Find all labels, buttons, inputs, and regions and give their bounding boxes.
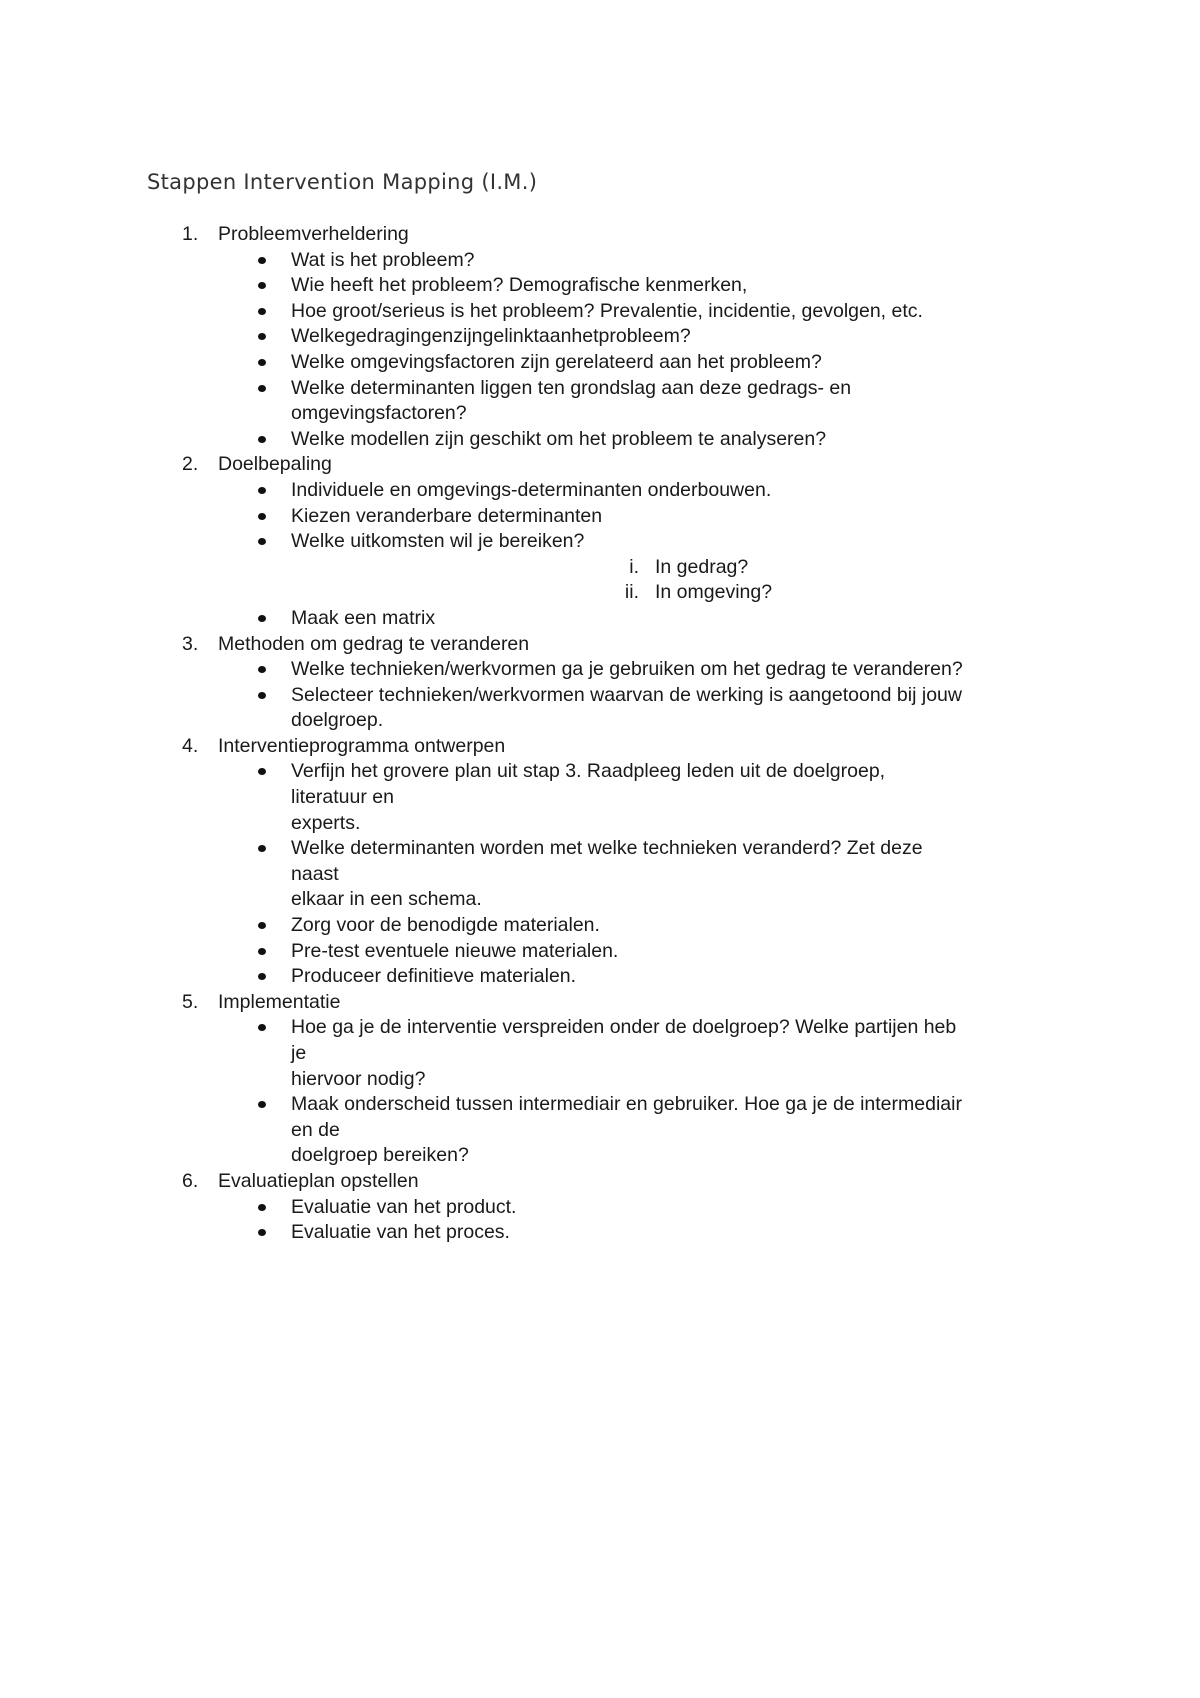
bullet-item [0, 913, 1200, 939]
step-number: 1. [182, 223, 199, 245]
bullet-item [0, 1015, 1200, 1092]
bullet-item [0, 350, 1200, 376]
bullet-item [0, 1195, 1200, 1221]
bullet-item [0, 939, 1200, 965]
step-number: 6. [182, 1169, 199, 1192]
bullet-text: Wat is het probleem? [291, 248, 475, 271]
step-label: Doelbepaling [218, 453, 332, 476]
bullet-text: Hoe groot/serieus is het probleem? Prevalentie, incidentie, gevolgen, etc. [291, 299, 923, 322]
step-heading [0, 990, 1200, 1016]
bullet-text: Welke omgevingsfactoren zijn gerelateerd aan het probleem? [291, 350, 822, 373]
step-number: 3. [182, 632, 199, 655]
bullet-list [0, 759, 1200, 989]
step-number: 4. [182, 734, 199, 757]
bullet-text: Individuele en omgevings-determinanten onderbouwen. [291, 478, 772, 501]
step-number: 5. [182, 990, 199, 1013]
bullet-icon [258, 692, 266, 699]
bullet-text: Produceer definitieve materialen. [291, 965, 577, 988]
bullet-icon [258, 1024, 266, 1031]
bullet-text: Pre-test eventuele nieuwe materialen. [291, 939, 619, 962]
step-item [0, 452, 1200, 631]
bullet-list [0, 1195, 1200, 1246]
bullet-icon [258, 282, 266, 289]
bullet-text: Maak onderscheid tussen intermediair en gebruiker. Hoe ga je de intermediair [291, 1093, 962, 1116]
bullet-text: doelgroep. [291, 709, 384, 732]
bullet-text: Kiezen veranderbare determinanten [291, 504, 603, 527]
bullet-item [0, 376, 1200, 427]
bullet-text: Welkegedragingenzijngelinktaanhetprobleem? [291, 325, 691, 348]
sub-item-text: In omgeving? [655, 581, 773, 604]
step-label: Evaluatieplan opstellen [218, 1169, 419, 1192]
bullet-icon [258, 359, 266, 366]
bullet-text: Welke technieken/werkvormen ga je gebruiken om het gedrag te veranderen? [291, 658, 963, 681]
bullet-list [0, 478, 1200, 632]
step-heading [0, 632, 1200, 658]
step-heading [0, 452, 1200, 478]
bullet-list [0, 1015, 1200, 1169]
step-heading [0, 222, 1200, 248]
bullet-text: Maak een matrix [291, 606, 436, 629]
bullet-item [0, 504, 1200, 530]
bullet-icon [258, 308, 266, 315]
bullet-item [0, 299, 1200, 325]
bullet-text: Selecteer technieken/werkvormen waarvan de werking is aangetoond bij jouw [291, 683, 962, 706]
bullet-icon [258, 666, 266, 673]
bullet-icon [258, 1101, 266, 1108]
bullet-text: hiervoor nodig? [291, 1067, 426, 1090]
bullet-list [0, 248, 1200, 453]
bullet-icon [258, 948, 266, 955]
step-item [0, 990, 1200, 1169]
step-item [0, 632, 1200, 734]
bullet-icon [258, 257, 266, 264]
steps-list [0, 222, 1200, 1246]
bullet-text: Evaluatie van het proces. [291, 1221, 510, 1244]
bullet-icon [258, 436, 266, 443]
bullet-icon [258, 513, 266, 520]
bullet-text: doelgroep bereiken? [291, 1144, 469, 1167]
bullet-text: Welke uitkomsten wil je bereiken? [291, 530, 585, 553]
bullet-text: Welke determinanten worden met welke technieken veranderd? Zet deze [291, 837, 923, 860]
step-label: Implementatie [218, 990, 341, 1013]
bullet-icon [258, 768, 266, 775]
step-item [0, 1169, 1200, 1246]
sub-list [291, 555, 1200, 606]
bullet-icon [258, 1204, 266, 1211]
step-item [0, 222, 1200, 452]
step-label: Probleemverheldering [218, 223, 409, 245]
bullet-item [0, 759, 1200, 836]
bullet-icon [258, 845, 266, 852]
bullet-text: Evaluatie van het product. [291, 1195, 517, 1218]
bullet-item [0, 529, 1200, 606]
sub-item [291, 555, 1200, 581]
bullet-item [0, 606, 1200, 632]
step-label: Interventieprogramma ontwerpen [218, 734, 506, 757]
step-label: Methoden om gedrag te veranderen [218, 632, 530, 655]
bullet-text: en de [291, 1118, 340, 1141]
bullet-text: omgevingsfactoren? [291, 402, 467, 425]
step-heading [0, 734, 1200, 760]
bullet-icon [258, 487, 266, 494]
bullet-text: elkaar in een schema. [291, 888, 482, 911]
bullet-text: je [291, 1042, 307, 1064]
bullet-icon [258, 538, 266, 545]
document-title: Stappen Intervention Mapping (I.M.) [147, 170, 538, 194]
bullet-item [0, 324, 1200, 350]
bullet-icon [258, 385, 266, 392]
bullet-list [0, 657, 1200, 734]
bullet-icon [258, 1229, 266, 1236]
roman-numeral: ii. [624, 581, 639, 604]
bullet-icon [258, 973, 266, 980]
bullet-text: literatuur en [291, 786, 394, 809]
bullet-text: Verfijn het grovere plan uit stap 3. Raadpleeg leden uit de doelgroep, [291, 760, 886, 783]
bullet-item [0, 1092, 1200, 1169]
bullet-text: Hoe ga je de interventie verspreiden onder de doelgroep? Welke partijen heb [291, 1016, 957, 1039]
bullet-text: naast [291, 862, 339, 885]
bullet-item [0, 273, 1200, 299]
bullet-item [0, 836, 1200, 913]
bullet-text: Wie heeft het probleem? Demografische kenmerken, [291, 274, 748, 297]
bullet-text: experts. [291, 811, 361, 834]
bullet-text: Welke modellen zijn geschikt om het probleem te analyseren? [291, 427, 827, 450]
bullet-item [0, 964, 1200, 990]
sub-item-text: In gedrag? [655, 555, 749, 578]
bullet-item [0, 478, 1200, 504]
bullet-text: Zorg voor de benodigde materialen. [291, 914, 600, 937]
bullet-icon [258, 333, 266, 340]
bullet-text: Welke determinanten liggen ten grondslag aan deze gedrags- en [291, 376, 852, 399]
step-heading [0, 1169, 1200, 1195]
step-item [0, 734, 1200, 990]
sub-item [291, 580, 1200, 606]
bullet-item [0, 248, 1200, 274]
roman-numeral: i. [629, 555, 639, 578]
step-number: 2. [182, 453, 199, 476]
bullet-item [0, 657, 1200, 683]
bullet-icon [258, 615, 266, 622]
bullet-item [0, 683, 1200, 734]
bullet-item [0, 427, 1200, 453]
bullet-icon [258, 922, 266, 929]
bullet-item [0, 1220, 1200, 1246]
